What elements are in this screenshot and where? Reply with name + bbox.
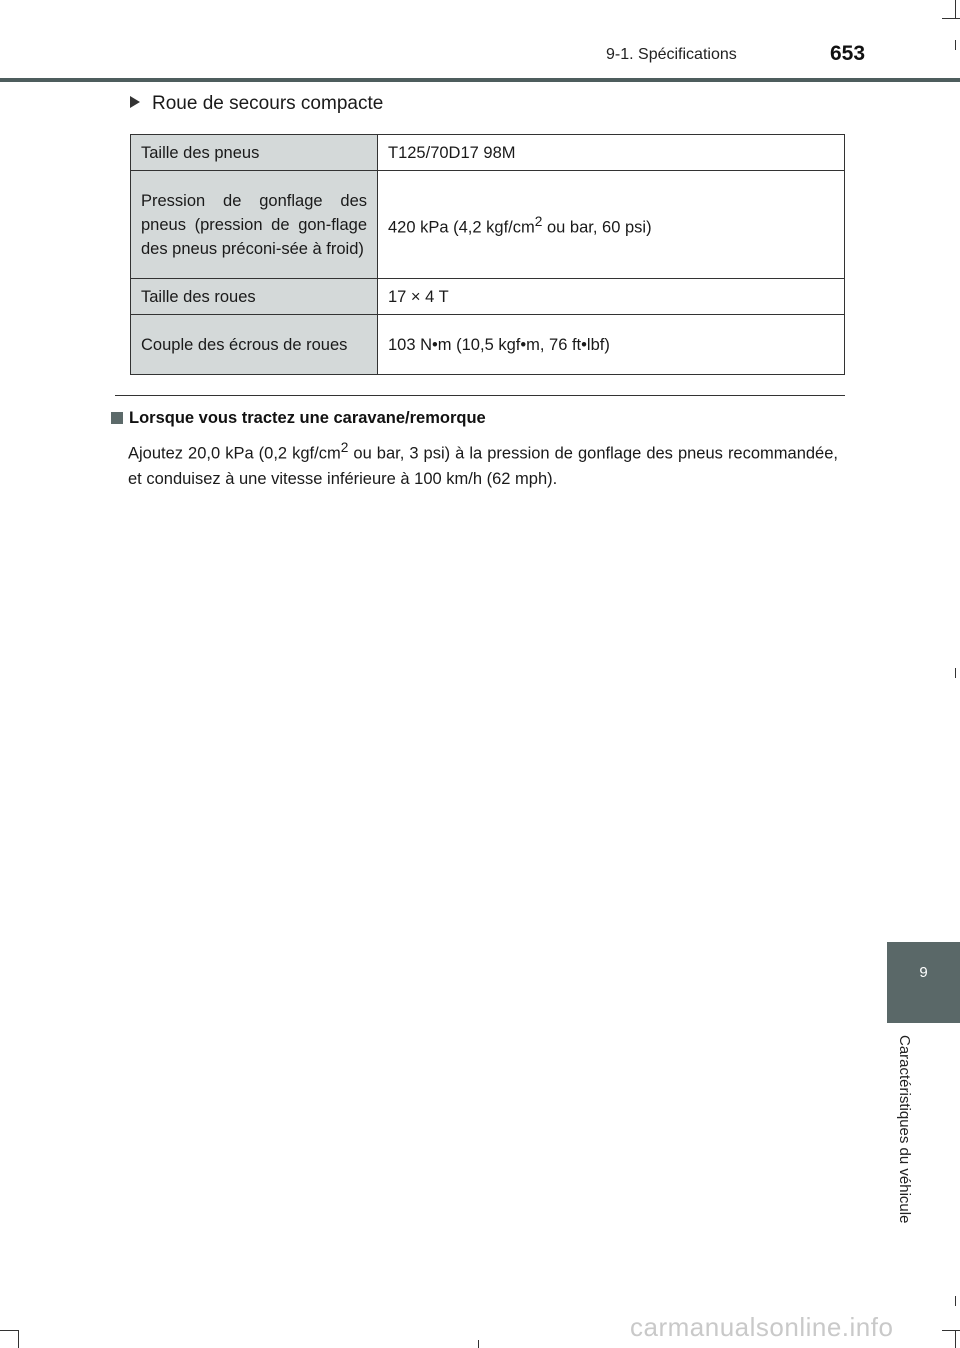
header-rule bbox=[0, 78, 960, 82]
value-text: 420 kPa (4,2 kgf/cm bbox=[388, 218, 535, 237]
table-row bbox=[131, 135, 845, 171]
body-text: ou bar, 3 psi) à la pression de gonflage des pneus recommandée, et conduisez à une vitesse inférieure à 100 km/h (62 mph). bbox=[128, 444, 838, 488]
table-row bbox=[131, 171, 845, 279]
table-value-cell: 17 × 4 T bbox=[378, 279, 845, 315]
crop-mark bbox=[955, 40, 956, 50]
table-value-cell bbox=[378, 171, 845, 279]
table-label-cell: Taille des roues bbox=[131, 279, 378, 315]
triangle-bullet-icon bbox=[130, 96, 140, 108]
table-row bbox=[131, 279, 845, 315]
superscript: 2 bbox=[340, 440, 349, 455]
section-heading bbox=[111, 409, 486, 428]
crop-mark bbox=[18, 1330, 19, 1348]
spec-table bbox=[130, 134, 845, 375]
crop-mark bbox=[955, 668, 956, 678]
section-divider bbox=[115, 395, 845, 396]
square-bullet-icon bbox=[111, 412, 123, 424]
crop-mark bbox=[955, 1330, 956, 1348]
crop-mark bbox=[955, 0, 956, 18]
table-row bbox=[131, 315, 845, 375]
value-text: ou bar, 60 psi) bbox=[542, 218, 652, 237]
body-text: Ajoutez 20,0 kPa (0,2 kgf/cm bbox=[128, 444, 341, 463]
header-section-title: 9-1. Spécifications bbox=[606, 46, 737, 63]
page-number: 653 bbox=[830, 42, 866, 65]
table-label-cell: Couple des écrous de roues bbox=[131, 315, 378, 375]
section-body bbox=[128, 435, 838, 492]
table-label-cell: Pression de gonflage des pneus (pression de gon-flage des pneus préconi-sée à froid) bbox=[131, 171, 378, 279]
crop-mark bbox=[0, 1330, 18, 1331]
table-value-cell: T125/70D17 98M bbox=[378, 135, 845, 171]
crop-mark bbox=[942, 18, 960, 19]
subheading-text: Roue de secours compacte bbox=[152, 93, 384, 114]
chapter-tab: 9 bbox=[887, 942, 960, 1023]
crop-mark bbox=[478, 1340, 479, 1348]
table-label-cell: Taille des pneus bbox=[131, 135, 378, 171]
table-value-cell: 103 N•m (10,5 kgf•m, 76 ft•lbf) bbox=[378, 315, 845, 375]
chapter-tab-label: Caractéristiques du véhicule bbox=[896, 1035, 913, 1224]
crop-mark bbox=[942, 1330, 960, 1331]
superscript: 2 bbox=[534, 213, 543, 229]
crop-mark bbox=[955, 1296, 956, 1306]
section-heading-text: Lorsque vous tractez une caravane/remorque bbox=[129, 409, 486, 427]
subheading bbox=[130, 93, 383, 115]
watermark: carmanualsonline.info bbox=[630, 1312, 894, 1342]
